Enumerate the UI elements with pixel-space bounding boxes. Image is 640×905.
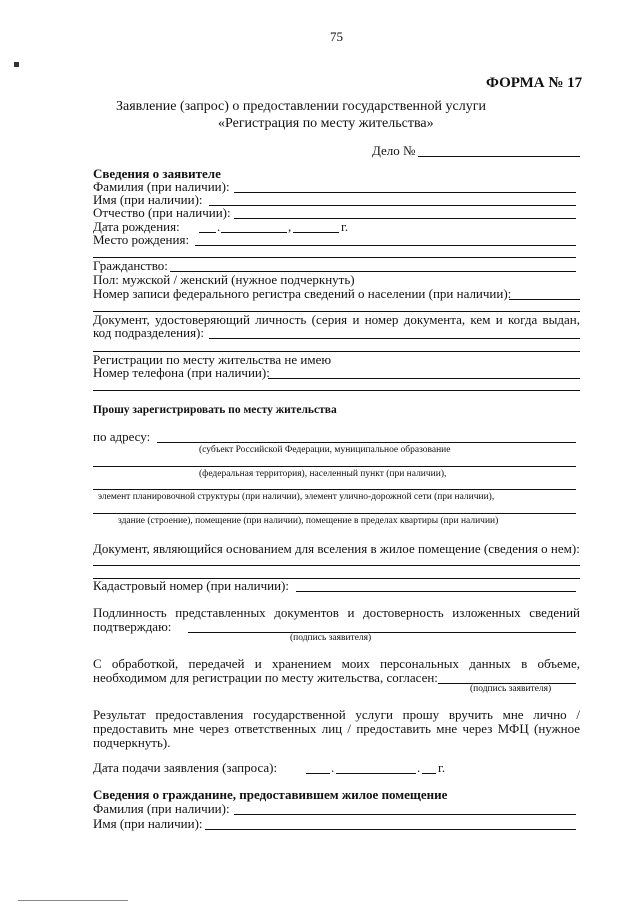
applicant-surname-label: Фамилия (при наличии):: [93, 179, 230, 194]
applicant-gender-label: Пол: мужской / женский (нужное подчеркнуть): [93, 272, 355, 287]
phone-label: Номер телефона (при наличии):: [93, 365, 270, 380]
address-label: по адресу:: [93, 429, 151, 444]
address-field-2[interactable]: [93, 466, 576, 467]
submission-year-suffix: г.: [438, 760, 446, 775]
applicant-birthplace-field[interactable]: [195, 245, 576, 246]
address-field-3[interactable]: [93, 489, 576, 490]
consent-line-1: С обработкой, передачей и хранением моих персональных данных в объеме,: [93, 656, 580, 671]
confirm-signature-hint: (подпись заявителя): [290, 633, 372, 643]
provider-surname-field[interactable]: [234, 814, 576, 815]
applicant-dob-label: Дата рождения:: [93, 219, 180, 234]
result-line-3: подчеркнуть).: [93, 735, 171, 750]
applicant-heading: Сведения о заявителе: [93, 166, 221, 181]
cadastral-label: Кадастровый номер (при наличии):: [93, 578, 289, 593]
confirm-line-2: подтверждаю:: [93, 619, 172, 634]
federal-register-field[interactable]: [509, 299, 580, 300]
provider-name-field[interactable]: [205, 829, 576, 830]
federal-register-label: Номер записи федерального регистра сведений о населении (при наличии):: [93, 286, 512, 301]
phone-field-2[interactable]: [93, 390, 580, 391]
result-line-2: предоставить мне через ответственных лиц / предоставить мне через МФЦ (нужное: [93, 721, 580, 736]
applicant-name-label: Имя (при наличии):: [93, 192, 203, 207]
address-hint-1: (субъект Российской Федерации, муниципальное образование: [199, 445, 451, 455]
applicant-patronymic-label: Отчество (при наличии):: [93, 205, 231, 220]
title-line-2: «Регистрация по месту жительства»: [218, 116, 434, 131]
consent-line-2: необходимом для регистрации по месту жительства, согласен:: [93, 670, 438, 685]
applicant-surname-field[interactable]: [234, 192, 576, 193]
address-hint-3: элемент планировочной структуры (при наличии), элемент улично-дорожной сети (при наличии),: [98, 492, 495, 502]
page-number: 75: [330, 29, 343, 44]
request-heading: Прошу зарегистрировать по месту жительства: [93, 404, 337, 416]
case-label: Дело №: [372, 143, 416, 158]
footnote-rule: [18, 900, 128, 901]
consent-signature-hint: (подпись заявителя): [470, 684, 552, 694]
submission-date-label: Дата подачи заявления (запроса):: [93, 760, 278, 775]
id-document-label-1: Документ, удостоверяющий личность (серия и номер документа, кем и когда выдан,: [93, 312, 580, 327]
applicant-birthplace-label: Место рождения:: [93, 232, 190, 247]
cadastral-field[interactable]: [296, 591, 576, 592]
scan-mark: [14, 62, 19, 67]
submission-day-field[interactable]: [306, 773, 330, 774]
applicant-name-field[interactable]: [209, 205, 576, 206]
case-number-field[interactable]: [418, 156, 580, 157]
no-registration-label: Регистрации по месту жительства не имею: [93, 352, 332, 367]
provider-surname-label: Фамилия (при наличии):: [93, 801, 230, 816]
result-line-1: Результат предоставления государственной услуги прошу вручить мне лично /: [93, 707, 580, 722]
confirm-line-1: Подлинность представленных документов и достоверность изложенных сведений: [93, 605, 580, 620]
applicant-citizenship-label: Гражданство:: [93, 258, 168, 273]
address-field-4[interactable]: [93, 513, 576, 514]
submission-month-field[interactable]: [336, 773, 416, 774]
dob-year-field[interactable]: [293, 232, 339, 233]
basis-document-label: Документ, являющийся основанием для вселения в жилое помещение (сведения о нем):: [93, 541, 580, 556]
address-field-1[interactable]: [157, 442, 576, 443]
title-line-1: Заявление (запрос) о предоставлении государственной услуги: [116, 99, 486, 114]
form-label: ФОРМА № 17: [486, 75, 583, 91]
confirm-signature-field[interactable]: [188, 632, 576, 633]
address-hint-2: (федеральная территория), населенный пункт (при наличии),: [199, 469, 447, 479]
dob-month-field[interactable]: [221, 232, 287, 233]
id-document-field[interactable]: [209, 338, 580, 339]
dob-day-field[interactable]: [199, 232, 216, 233]
id-document-label-2: код подразделения):: [93, 325, 204, 340]
basis-document-field-1[interactable]: [93, 565, 580, 566]
applicant-patronymic-field[interactable]: [234, 218, 576, 219]
address-hint-4: здание (строение), помещение (при наличии), помещение в пределах квартиры (при наличии): [118, 516, 499, 526]
phone-field[interactable]: [268, 378, 580, 379]
submission-year-field[interactable]: [422, 773, 436, 774]
dob-year-suffix: г.: [341, 219, 349, 234]
provider-name-label: Имя (при наличии):: [93, 816, 203, 831]
provider-heading: Сведения о гражданине, предоставившем жилое помещение: [93, 787, 448, 802]
